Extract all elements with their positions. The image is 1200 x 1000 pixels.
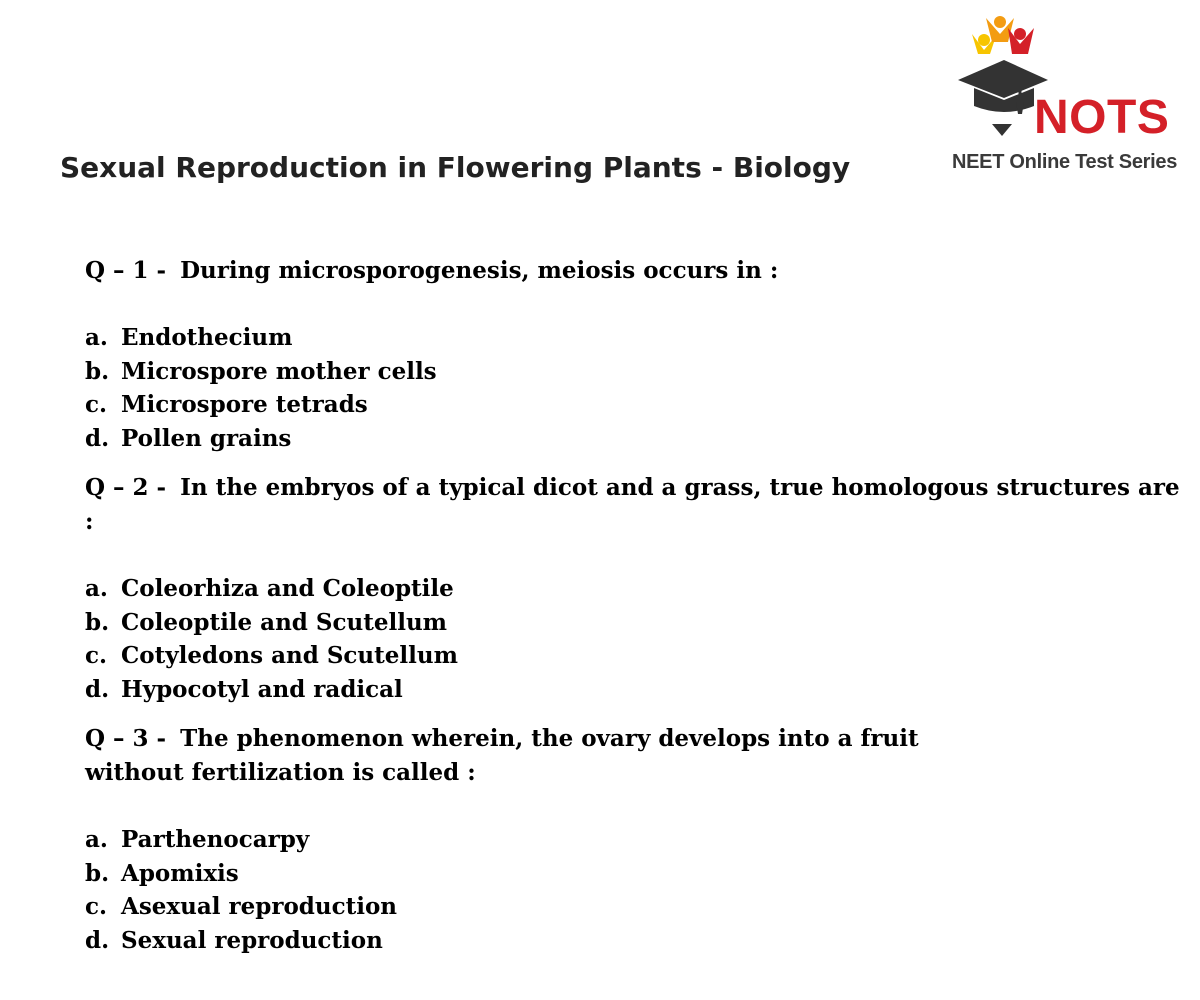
option-b (85, 857, 1185, 891)
option-list (85, 321, 1185, 455)
question-1 (85, 254, 1185, 455)
question-text (85, 471, 1185, 539)
option-text: Endothecium (121, 324, 293, 351)
logo-tagline: NEET Online Test Series (952, 151, 1178, 173)
option-letter: a. (85, 575, 108, 602)
option-d (85, 422, 1185, 456)
option-text: Microspore tetrads (121, 391, 368, 418)
option-letter: a. (85, 826, 108, 853)
option-letter: c. (85, 391, 108, 418)
question-body: In the embryos of a typical dicot and a grass, true homologous structures are : (85, 474, 1180, 535)
option-text: Sexual reproduction (121, 926, 383, 954)
question-3 (85, 722, 1185, 957)
option-letter: b. (85, 859, 110, 887)
option-text: Hypocotyl and radical (121, 675, 403, 703)
question-2 (85, 471, 1185, 706)
option-text: Cotyledons and Scutellum (121, 642, 458, 669)
option-text: Parthenocarpy (121, 826, 310, 853)
option-letter: d. (85, 424, 110, 452)
option-letter: a. (85, 324, 108, 351)
option-c (85, 890, 1185, 924)
option-letter: c. (85, 642, 108, 669)
option-d (85, 924, 1185, 958)
option-text: Microspore mother cells (121, 357, 437, 385)
option-c (85, 388, 1185, 422)
option-text: Coleoptile and Scutellum (121, 608, 448, 636)
option-letter: c. (85, 893, 108, 920)
question-text (85, 254, 1185, 288)
option-letter: b. (85, 608, 110, 636)
option-a (85, 572, 1185, 606)
option-letter: d. (85, 675, 110, 703)
question-text (85, 722, 1185, 790)
question-body: During microsporogenesis, meiosis occurs in : (180, 257, 779, 284)
option-text: Coleorhiza and Coleoptile (121, 575, 454, 602)
option-text: Pollen grains (121, 424, 292, 452)
option-d (85, 673, 1185, 707)
option-c (85, 639, 1185, 673)
option-b (85, 355, 1185, 389)
logo-wordmark: NOTS (1034, 91, 1170, 144)
nots-logo (948, 10, 1188, 185)
option-letter: b. (85, 357, 110, 385)
question-number: Q – 1 - (85, 257, 167, 284)
option-list (85, 823, 1185, 957)
option-list (85, 572, 1185, 706)
option-b (85, 606, 1185, 640)
page-title: Sexual Reproduction in Flowering Plants - Biology (60, 151, 851, 184)
option-a (85, 823, 1185, 857)
option-text: Asexual reproduction (121, 893, 398, 920)
option-letter: d. (85, 926, 110, 954)
question-body: The phenomenon wherein, the ovary develops into a fruit without fertilization is called : (85, 725, 919, 786)
question-number: Q – 2 - (85, 474, 167, 501)
option-text: Apomixis (121, 859, 239, 887)
option-a (85, 321, 1185, 355)
question-number: Q – 3 - (85, 725, 167, 752)
question-list (85, 254, 1185, 973)
